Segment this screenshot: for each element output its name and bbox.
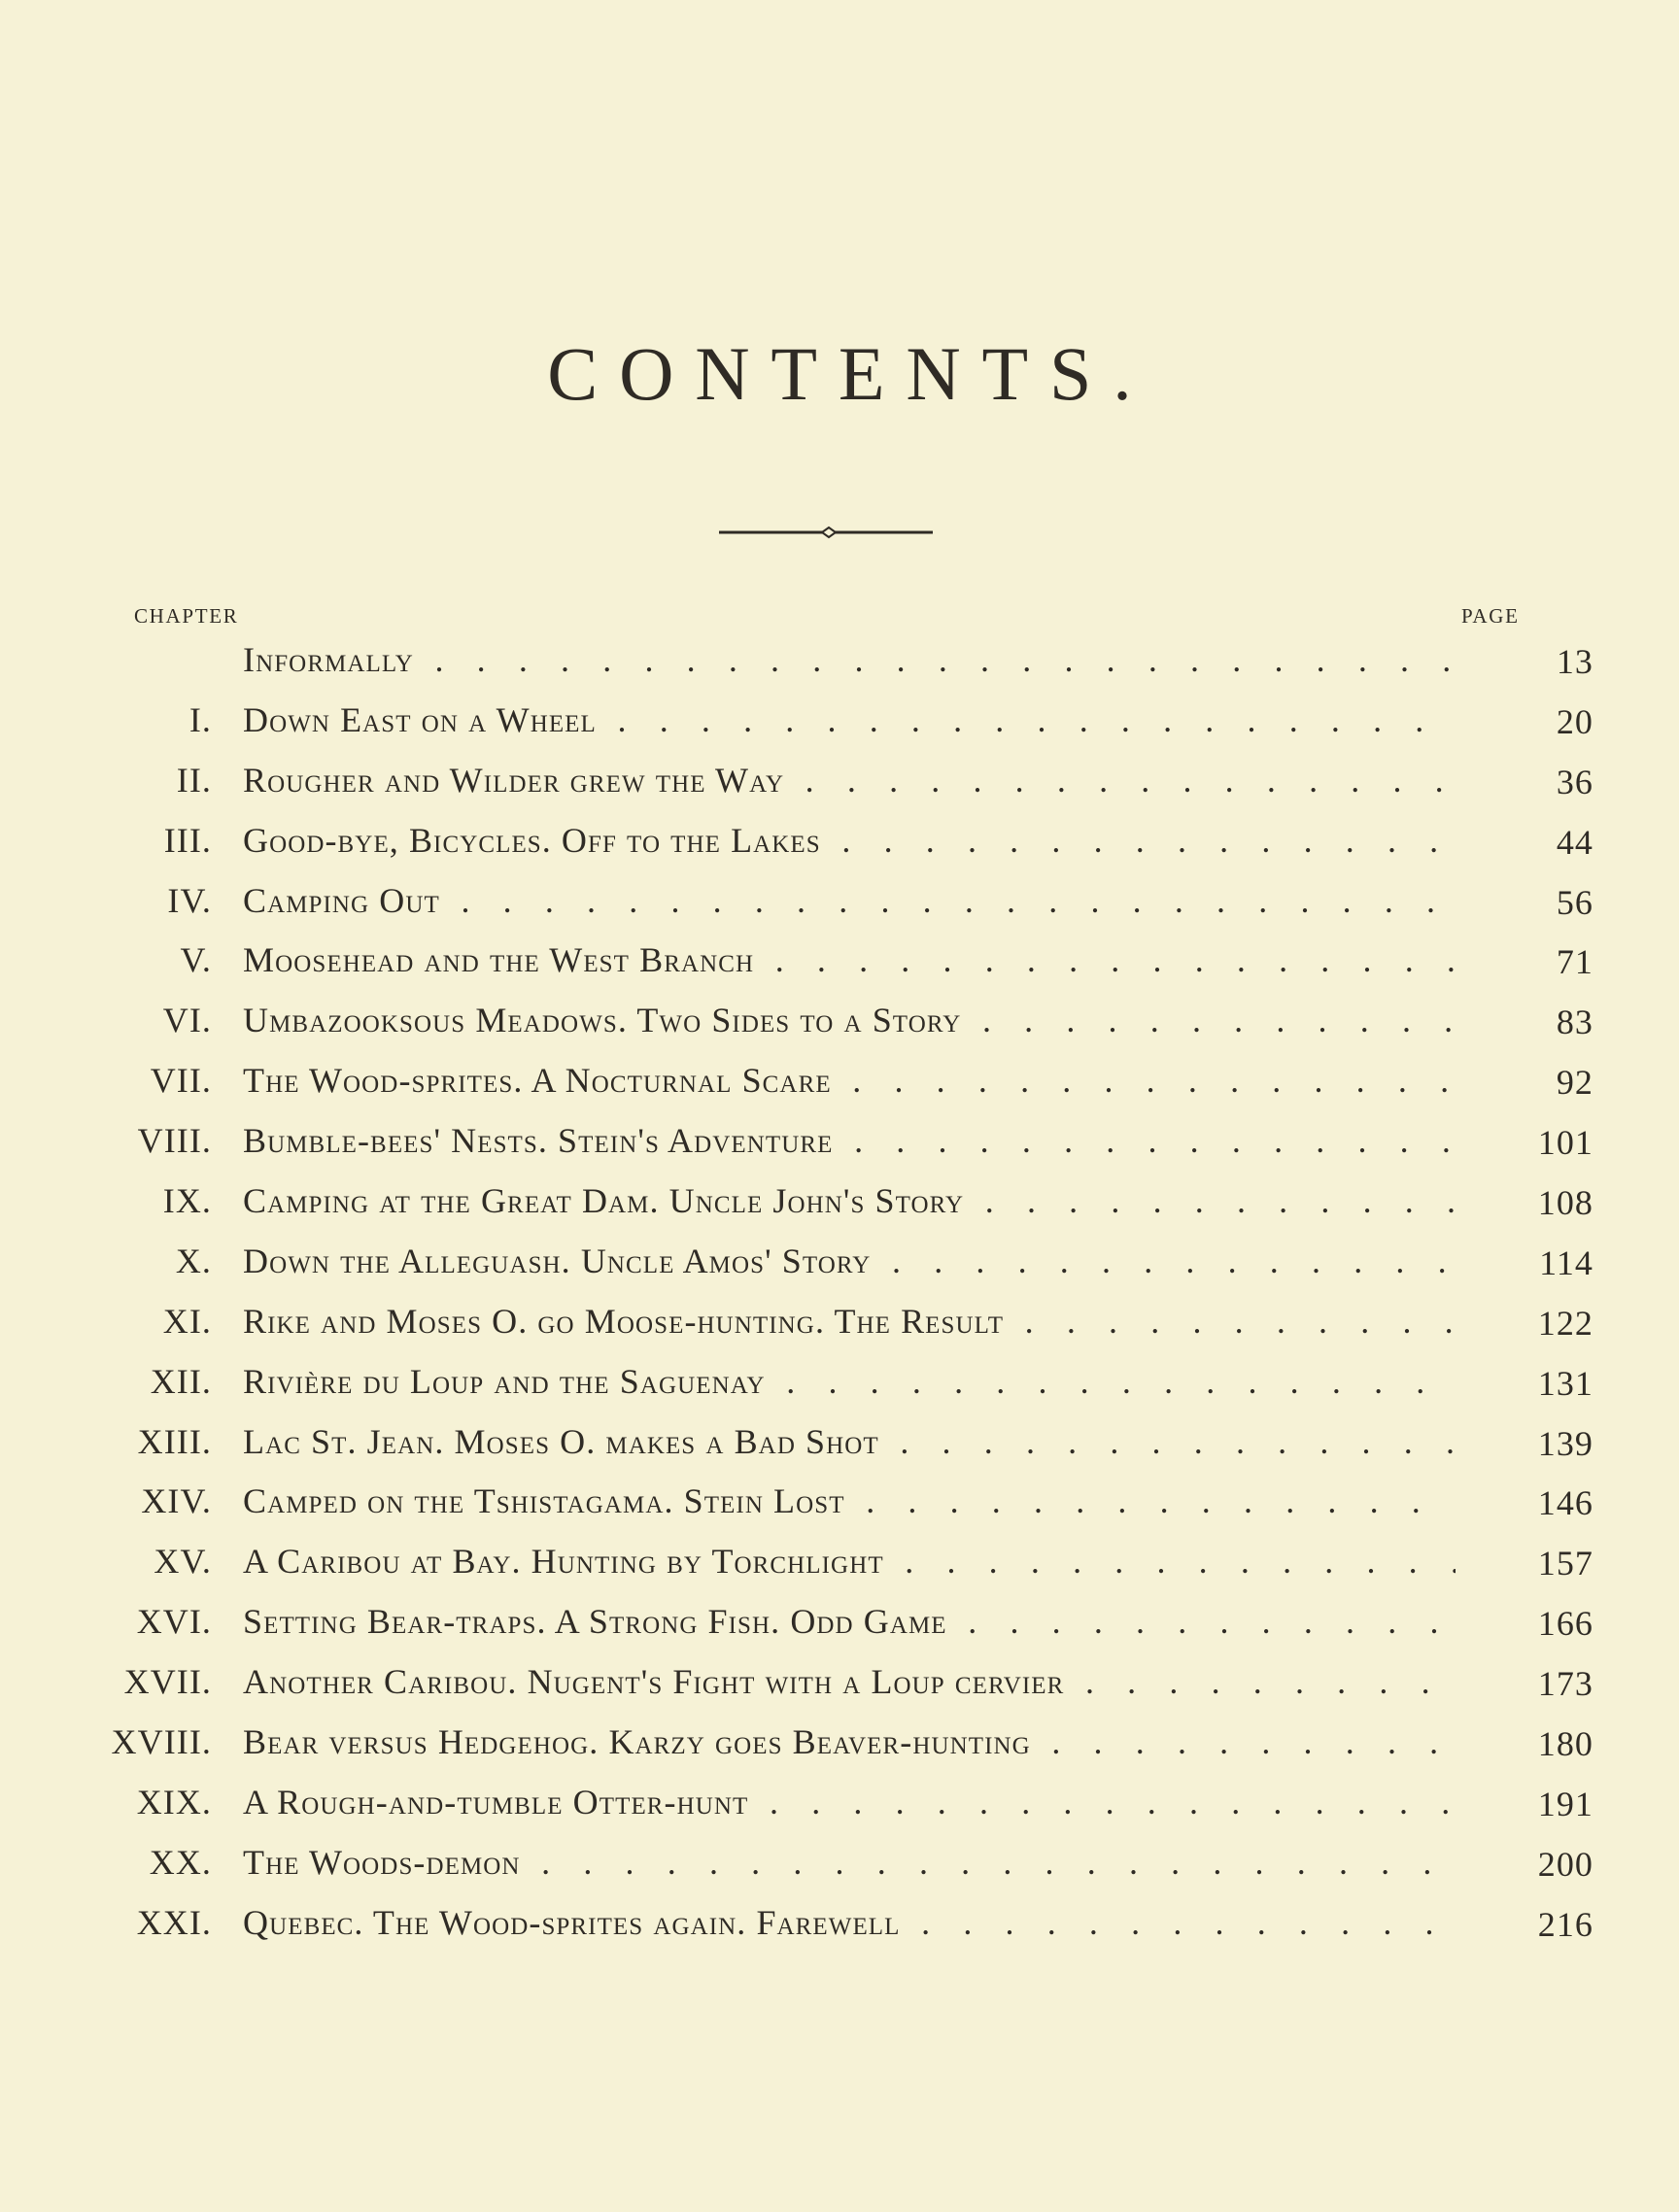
page-number: 200 — [1537, 1844, 1593, 1884]
chapter-title: Umbazooksous Meadows. Two Sides to a Story . . . — [243, 1000, 1456, 1040]
page-number: 122 — [1537, 1303, 1593, 1343]
chapter-number: IX. — [162, 1181, 212, 1221]
chapter-column-header: CHAPTER — [134, 604, 239, 628]
page-title: CONTENTS. — [547, 331, 1153, 416]
toc-row — [0, 1834, 1679, 1894]
chapter-number: XII. — [150, 1361, 212, 1401]
chapter-title: Bear versus Hedgehog. Karzy goes Beaver-hunting . . . — [243, 1721, 1456, 1762]
chapter-number: VIII. — [137, 1121, 212, 1161]
page-number: 146 — [1537, 1483, 1593, 1523]
page-number: 157 — [1537, 1544, 1593, 1583]
chapter-number: XVIII. — [111, 1722, 212, 1762]
toc-row — [0, 1894, 1679, 1955]
toc-row — [0, 1774, 1679, 1834]
toc-list — [0, 631, 1679, 1955]
toc-row — [0, 932, 1679, 992]
chapter-title: A Caribou at Bay. Hunting by Torchlight . . . — [243, 1541, 1456, 1582]
chapter-title: Down East on a Wheel . . . — [243, 699, 1456, 740]
page-number: 36 — [1556, 762, 1593, 801]
toc-row — [0, 1533, 1679, 1593]
toc-row — [0, 631, 1679, 692]
chapter-title: Informally . . . — [243, 639, 1456, 680]
chapter-number: XVII. — [123, 1662, 212, 1702]
chapter-title: Bumble-bees' Nests. Stein's Adventure . . . — [243, 1120, 1456, 1161]
toc-row — [0, 1473, 1679, 1533]
toc-row — [0, 692, 1679, 752]
toc-row — [0, 1293, 1679, 1353]
page-number: 101 — [1537, 1123, 1593, 1163]
chapter-title: A Rough-and-tumble Otter-hunt . . . — [243, 1782, 1456, 1822]
chapter-number: XX. — [149, 1842, 212, 1882]
chapter-number: XIV. — [141, 1481, 212, 1521]
chapter-number: XVI. — [136, 1602, 212, 1642]
page-number: 191 — [1537, 1784, 1593, 1823]
toc-row — [0, 992, 1679, 1052]
ornament-divider — [719, 523, 933, 542]
chapter-number: XXI. — [136, 1902, 212, 1942]
page-number: 180 — [1537, 1724, 1593, 1764]
chapter-title: Quebec. The Wood-sprites again. Farewell . . . — [243, 1902, 1456, 1943]
page-number: 20 — [1556, 701, 1593, 741]
page-number: 131 — [1537, 1363, 1593, 1403]
chapter-title: Rike and Moses O. go Moose-hunting. The Result . . . — [243, 1301, 1456, 1342]
chapter-number: II. — [176, 760, 212, 800]
chapter-number: XIII. — [137, 1421, 212, 1461]
chapter-number: III. — [163, 820, 212, 860]
chapter-title: The Woods-demon . . . — [243, 1842, 1456, 1883]
page-number: 114 — [1539, 1242, 1593, 1282]
chapter-title: Moosehead and the West Branch . . . — [243, 939, 1456, 980]
chapter-number: I. — [188, 699, 212, 739]
chapter-number: VI. — [162, 1001, 212, 1040]
toc-row — [0, 1052, 1679, 1112]
toc-row — [0, 872, 1679, 933]
page-number: 92 — [1556, 1063, 1593, 1103]
toc-row — [0, 1233, 1679, 1293]
page-number: 173 — [1537, 1664, 1593, 1704]
page-number: 56 — [1556, 882, 1593, 922]
toc-row — [0, 1353, 1679, 1413]
toc-row — [0, 812, 1679, 872]
page-number: 83 — [1556, 1003, 1593, 1042]
chapter-number: X. — [175, 1241, 212, 1280]
chapter-title: Camping Out . . . — [243, 880, 1456, 921]
page-number: 108 — [1537, 1183, 1593, 1223]
chapter-number: XIX. — [136, 1782, 212, 1821]
page-number: 166 — [1537, 1604, 1593, 1644]
toc-row — [0, 1714, 1679, 1774]
page-number: 13 — [1556, 642, 1593, 681]
chapter-number: V. — [180, 940, 212, 980]
page-number: 216 — [1537, 1904, 1593, 1944]
toc-row — [0, 1413, 1679, 1474]
chapter-title: Setting Bear-traps. A Strong Fish. Odd Game . . . — [243, 1601, 1456, 1642]
chapter-title: Rivière du Loup and the Saguenay . . . — [243, 1361, 1456, 1402]
chapter-title: Camping at the Great Dam. Uncle John's Story . . . — [243, 1180, 1456, 1221]
toc-row — [0, 1593, 1679, 1653]
page-number: 139 — [1537, 1423, 1593, 1463]
toc-row — [0, 1173, 1679, 1233]
chapter-number: IV. — [167, 880, 212, 920]
toc-row — [0, 752, 1679, 812]
chapter-number: VII. — [150, 1061, 212, 1101]
chapter-title: Camped on the Tshistagama. Stein Lost . . . — [243, 1480, 1456, 1521]
page-number: 44 — [1556, 822, 1593, 862]
chapter-title: Down the Alleguash. Uncle Amos' Story . . . — [243, 1241, 1456, 1281]
chapter-title: The Wood-sprites. A Nocturnal Scare . . . — [243, 1060, 1456, 1101]
chapter-number: XV. — [154, 1542, 212, 1582]
page-number: 71 — [1556, 942, 1593, 982]
chapter-title: Good-bye, Bicycles. Off to the Lakes . . . — [243, 820, 1456, 861]
toc-row — [0, 1112, 1679, 1173]
chapter-title: Another Caribou. Nugent's Fight with a Loup cervier . . . — [243, 1661, 1456, 1702]
chapter-number: XI. — [162, 1301, 212, 1341]
page-column-header: PAGE — [1461, 604, 1520, 628]
chapter-title: Rougher and Wilder grew the Way . . . — [243, 760, 1456, 800]
chapter-title: Lac St. Jean. Moses O. makes a Bad Shot . . . — [243, 1421, 1456, 1462]
toc-row — [0, 1653, 1679, 1714]
